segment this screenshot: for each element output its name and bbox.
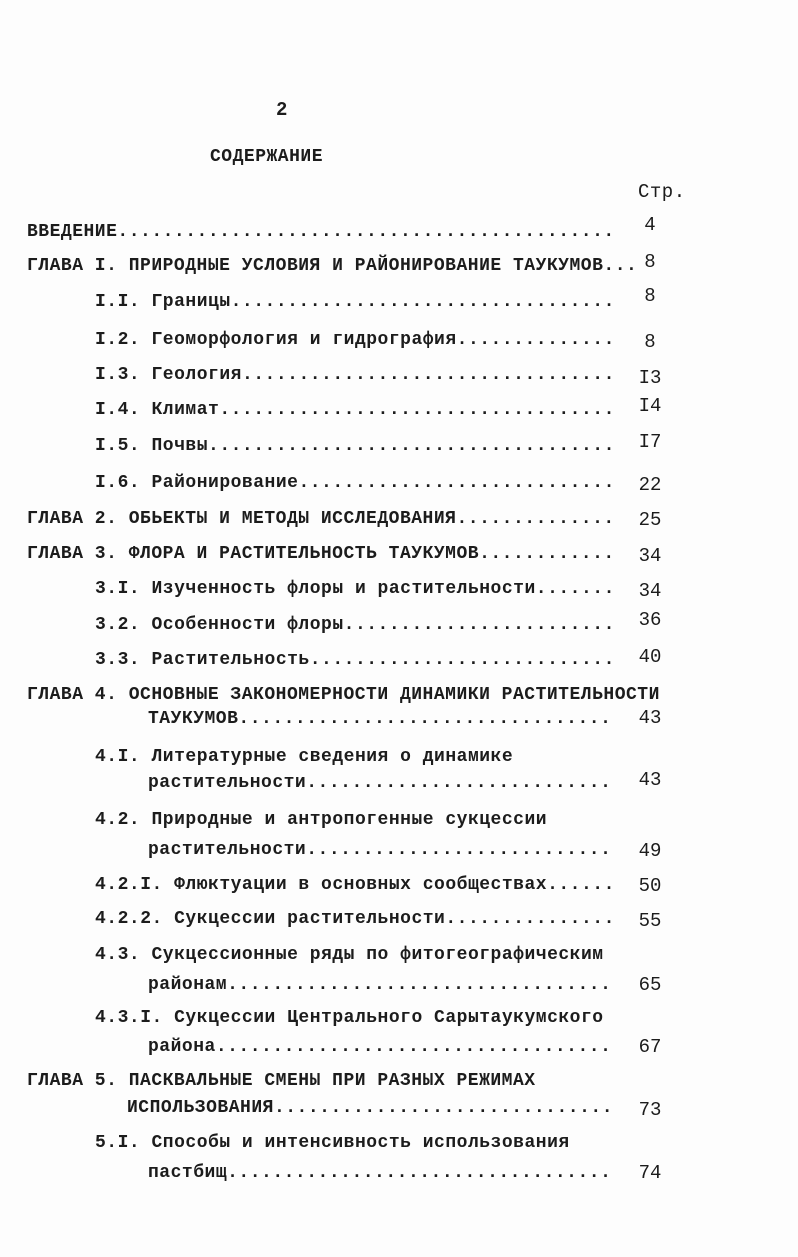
toc-page-number: 34: [638, 580, 662, 602]
dot-leader: [242, 365, 615, 385]
toc-entry-text: ГЛАВА 5. ПАСКВАЛЬНЫЕ СМЕНЫ ПРИ РАЗНЫХ РЕЖИМАХ: [27, 1071, 536, 1091]
toc-page-number: 65: [638, 974, 662, 996]
toc-entry-line: [95, 747, 640, 767]
toc-page-number: 22: [638, 474, 662, 496]
toc-entry-text: I.5. Почвы: [95, 436, 209, 456]
toc-page-number: 8: [644, 285, 656, 307]
toc-entry-line: [148, 1163, 615, 1183]
toc-entry-text: I.2. Геоморфология и гидрография: [95, 330, 457, 350]
toc-entry-text: I.4. Климат: [95, 400, 220, 420]
dot-leader: [445, 909, 615, 929]
toc-entry-line: [95, 579, 615, 599]
toc-entry-line: [27, 256, 638, 276]
toc-entry-line: [148, 1037, 615, 1057]
toc-entry-text: ВВЕДЕНИЕ: [27, 222, 118, 242]
toc-entry-line: [95, 436, 615, 456]
toc-entry-text: районам: [148, 975, 228, 995]
toc-entry-line: [95, 1133, 640, 1153]
toc-entry-text: 4.3. Сукцессионные ряды по фитогеографическим: [95, 945, 604, 965]
toc-entry-text: пастбищ: [148, 1163, 228, 1183]
toc-entry-text: 3.2. Особенности флоры: [95, 615, 344, 635]
toc-entry-text: ГЛАВА 2. ОБЬЕКТЫ И МЕТОДЫ ИССЛЕДОВАНИЯ: [27, 509, 457, 529]
toc-entry-text: ГЛАВА 4. ОСНОВНЫЕ ЗАКОНОМЕРНОСТИ ДИНАМИКИ РАСТИТЕЛЬНОСТИ: [27, 685, 660, 705]
toc-entry-line: [95, 875, 615, 895]
toc-entry-text: 3.I. Изученность флоры и растительности: [95, 579, 536, 599]
dot-leader: [274, 1098, 615, 1118]
dot-leader: [306, 773, 615, 793]
toc-entry-text: 3.3. Растительность: [95, 650, 310, 670]
toc-entry-text: ГЛАВА 3. ФЛОРА И РАСТИТЕЛЬНОСТЬ ТАУКУМОВ: [27, 544, 480, 564]
toc-page-number: I7: [638, 431, 662, 453]
dot-leader: [310, 650, 615, 670]
toc-entry-line: [27, 544, 615, 564]
dot-leader: [216, 1037, 615, 1057]
toc-entry-line: [95, 810, 640, 830]
toc-entry-line: [27, 1071, 640, 1091]
toc-entry-line: [148, 975, 615, 995]
toc-page-number: 8: [644, 251, 656, 273]
dot-leader: [547, 875, 615, 895]
toc-entry-line: [95, 615, 615, 635]
page-column-header: Стр.: [638, 181, 686, 203]
toc-entry-line: [95, 650, 615, 670]
toc-entry-line: [95, 292, 615, 312]
dot-leader: [227, 975, 615, 995]
dot-leader: [117, 222, 615, 242]
dot-leader: [457, 330, 615, 350]
toc-entry-line: [95, 909, 615, 929]
toc-entry-line: [127, 1098, 615, 1118]
toc-entry-text: 4.2. Природные и антропогенные сукцессии: [95, 810, 548, 830]
toc-page-number: 50: [638, 875, 662, 897]
toc-entry-line: [27, 509, 615, 529]
toc-page-number: 8: [644, 331, 656, 353]
toc-entry-text: 4.2.I. Флюктуации в основных сообществах: [95, 875, 548, 895]
toc-page-number: 43: [638, 769, 662, 791]
dot-leader: [536, 579, 615, 599]
toc-entry-line: [95, 330, 615, 350]
toc-entry-text: 5.I. Способы и интенсивность использования: [95, 1133, 570, 1153]
toc-entry-text: растительности: [148, 773, 307, 793]
toc-entry-text: ТАУКУМОВ: [148, 709, 239, 729]
toc-entry-text: 4.I. Литературные сведения о динамике: [95, 747, 514, 767]
dot-leader: [298, 473, 615, 493]
toc-entry-line: [95, 473, 615, 493]
dot-leader: [208, 436, 615, 456]
toc-entry-text: 4.2.2. Сукцессии растительности: [95, 909, 446, 929]
toc-page-number: 36: [638, 609, 662, 631]
toc-entry-line: [148, 709, 615, 729]
toc-page-number: 49: [638, 840, 662, 862]
toc-page-number: 67: [638, 1036, 662, 1058]
toc-entry-text: I.6. Районирование: [95, 473, 299, 493]
toc-entry-text: I.3. Геология: [95, 365, 242, 385]
toc-entry-line: [27, 222, 615, 242]
page-number: 2: [276, 99, 288, 121]
toc-entry-text: ИСПОЛЬЗОВАНИЯ: [127, 1098, 274, 1118]
dot-leader: [219, 400, 615, 420]
toc-entry-text: растительности: [148, 840, 307, 860]
toc-entry-line: [95, 1008, 640, 1028]
toc-page-number: 73: [638, 1099, 662, 1121]
dot-leader: [306, 840, 615, 860]
toc-entry-line: [148, 840, 615, 860]
toc-page-number: I4: [638, 395, 662, 417]
toc-entry-line: [27, 685, 660, 705]
toc-entry-text: I.I. Границы: [95, 292, 231, 312]
toc-page-number: 34: [638, 545, 662, 567]
page-title: СОДЕРЖАНИЕ: [210, 147, 324, 167]
dot-leader: [456, 509, 615, 529]
dot-leader: [227, 1163, 615, 1183]
dot-leader: [479, 544, 615, 564]
toc-entry-line: [95, 365, 615, 385]
dot-leader: [344, 615, 615, 635]
toc-page-number: 43: [638, 707, 662, 729]
toc-entry-text: района: [148, 1037, 216, 1057]
toc-entry-line: [148, 773, 615, 793]
toc-page-number: 55: [638, 910, 662, 932]
dot-leader: [238, 709, 615, 729]
toc-page-number: I3: [638, 367, 662, 389]
toc-entry-text: 4.3.I. Сукцессии Центрального Сарытаукумского: [95, 1008, 604, 1028]
toc-entry-line: [95, 945, 640, 965]
toc-page-number: 74: [638, 1162, 662, 1184]
dot-leader: [231, 292, 615, 312]
toc-page-number: 25: [638, 509, 662, 531]
toc-entry-text: ГЛАВА I. ПРИРОДНЫЕ УСЛОВИЯ И РАЙОНИРОВАНИЕ ТАУКУМОВ...: [27, 256, 638, 276]
toc-entry-line: [95, 400, 615, 420]
toc-page-number: 40: [638, 646, 662, 668]
toc-page-number: 4: [644, 214, 656, 236]
